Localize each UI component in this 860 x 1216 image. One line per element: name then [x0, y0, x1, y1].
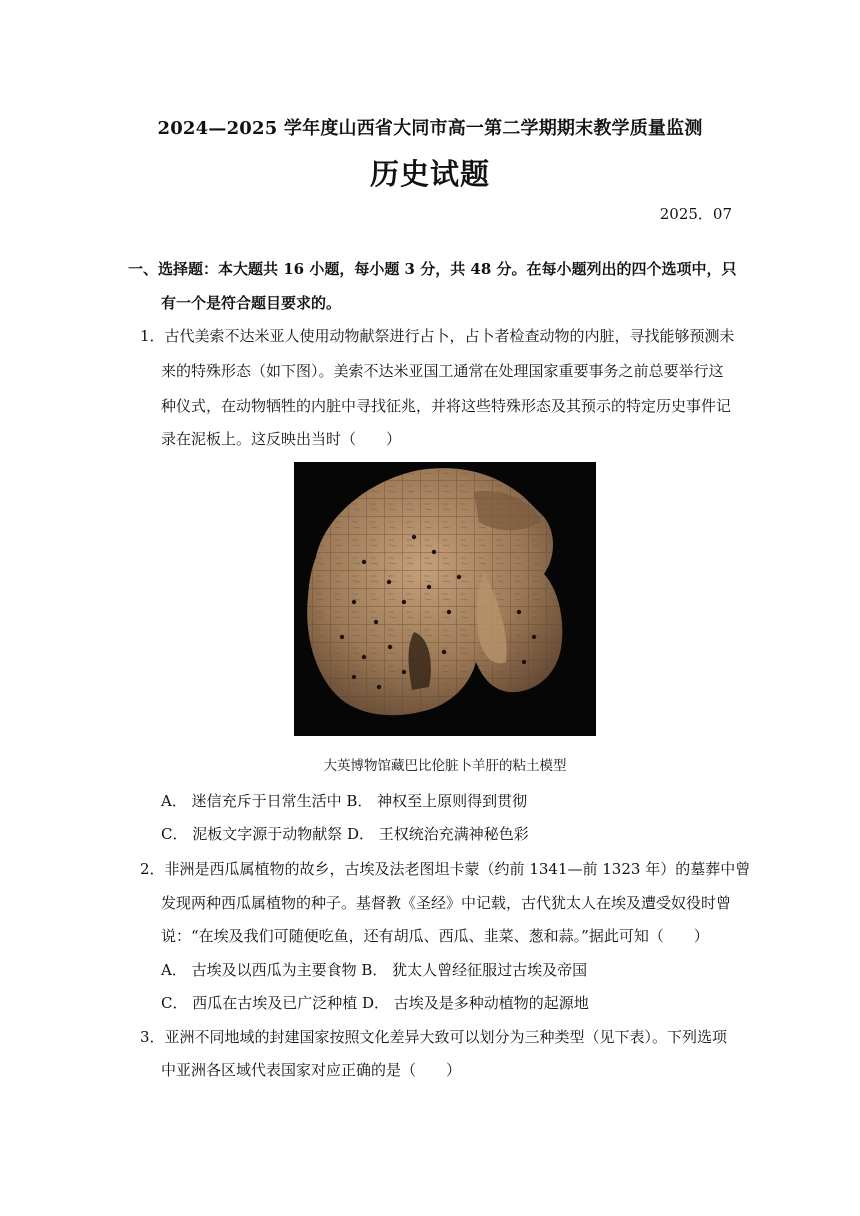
q1-line-3: 种仪式，在动物牺牲的内脏中寻找征兆，并将这些特殊形态及其预示的特定历史事件记	[161, 397, 732, 415]
exam-title: 2024—2025 学年度山西省大同市高一第二学期期末教学质量监测	[157, 118, 703, 139]
q2-options-cd: C． 西瓜在古埃及已广泛种植 D． 古埃及是多种动植物的起源地	[161, 994, 589, 1012]
q2-line-2: 发现两种西瓜属植物的种子。基督教《圣经》中记载，古代犹太人在埃及遭受奴役时曾	[161, 894, 732, 912]
q1-options-cd: C． 泥板文字源于动物献祭 D． 王权统治充满神秘色彩	[161, 825, 529, 843]
q2-line-3: 说：“在埃及我们可随便吃鱼，还有胡瓜、西瓜、韭菜、葱和蒜。”据此可知（ ）	[161, 927, 709, 945]
clay-liver-model-illustration	[294, 462, 596, 736]
q1-line-1: 1．古代美索不达米亚人使用动物献祭进行占卜，占卜者检查动物的内脏，寻找能够预测未	[140, 327, 735, 345]
exam-date: 2025．07	[659, 205, 732, 223]
q3-line-2: 中亚洲各区域代表国家对应正确的是（ ）	[161, 1061, 462, 1079]
section-heading-line-1: 一、选择题：本大题共 16 小题，每小题 3 分，共 48 分。在每小题列出的四个选项中，只	[128, 260, 737, 278]
q1-line-4: 录在泥板上。这反映出当时（ ）	[161, 430, 402, 448]
q2-line-1: 2．非洲是西瓜属植物的故乡，古埃及法老图坦卡蒙（约前 1341—前 1323 年）的墓葬中曾	[140, 860, 751, 878]
figure-caption: 大英博物馆藏巴比伦脏卜羊肝的粘土模型	[323, 758, 567, 774]
q3-line-1: 3．亚洲不同地域的封建国家按照文化差异大致可以划分为三种类型（见下表）。下列选项	[140, 1028, 728, 1046]
clay-liver-model-image	[294, 462, 596, 736]
section-heading-line-2: 有一个是符合题目要求的。	[161, 294, 342, 312]
subject-title: 历史试题	[369, 157, 490, 191]
q1-options-ab: A． 迷信充斥于日常生活中 B． 神权至上原则得到贯彻	[161, 792, 528, 810]
q1-line-2: 来的特殊形态（如下图）。美索不达米亚国工通常在处理国家重要事务之前总要举行这	[161, 362, 724, 380]
q2-options-ab: A． 古埃及以西瓜为主要食物 B． 犹太人曾经征服过古埃及帝国	[161, 961, 588, 979]
